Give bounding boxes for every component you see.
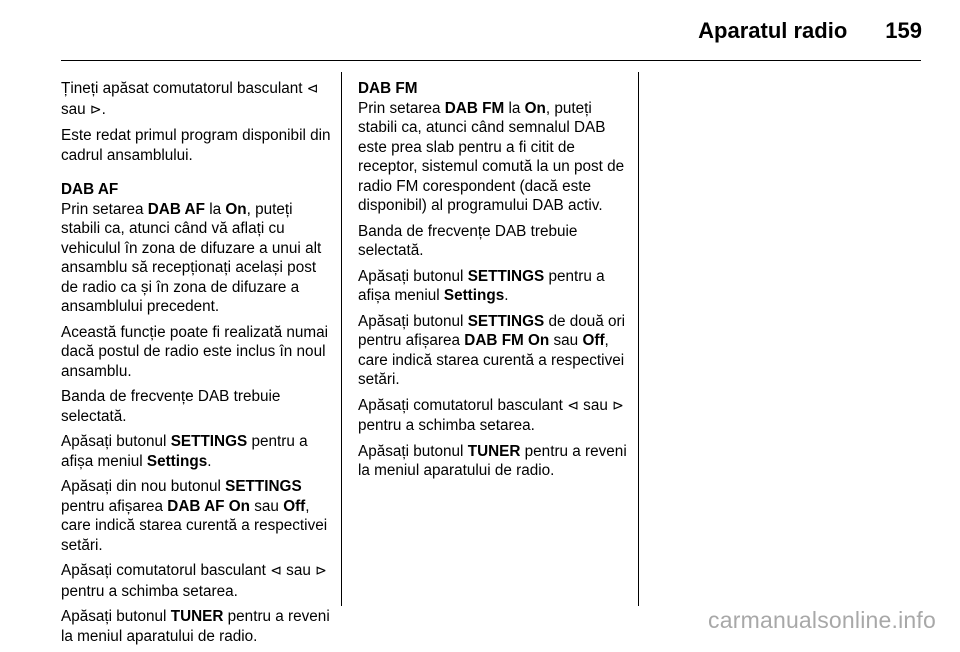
column-divider-right [638,72,639,606]
page-title: Aparatul radio [698,18,848,43]
paragraph: Banda de frecvențe DAB trebuie selectată. [358,222,578,259]
rocker-right-icon: ⊳ [89,101,102,118]
column-left [61,79,333,652]
section-heading: DAB AF [61,181,119,198]
paragraph: Țineți apăsat comutatorul basculant ⊲ sau ⊳. [61,80,319,118]
rocker-right-icon: ⊳ [315,563,327,579]
paragraph: Banda de frecvențe DAB trebuie selectată. [61,388,281,425]
paragraph: Această funcție poate fi realizată numai dacă postul de radio este inclus în noul ansamblu. [61,323,329,380]
page-number: 159 [885,18,922,43]
paragraph: Apăsați butonul SETTINGS de două ori pentru afișarea DAB FM On sau Off, care indică starea curentă a respectivei setări. [358,312,626,388]
rocker-right-icon: ⊳ [612,397,624,414]
watermark: carmanualsonline.info [708,607,936,633]
rocker-left-icon: ⊲ [306,81,319,97]
rocker-left-icon: ⊲ [270,563,282,579]
paragraph: Prin setarea DAB FM la On, puteți stabili ca, atunci când semnalul DAB este prea slab pentru a fi citit de receptor, sistemul comută la un post de radio FM corespondent (dacă este disponibil) al programului DAB activ. [358,99,625,214]
column-middle [358,79,630,487]
paragraph: Apăsați butonul SETTINGS pentru a afișa meniul Settings. [358,267,605,304]
paragraph: Apăsați comutatorul basculant ⊲ sau ⊳ pentru a schimba setarea. [358,396,624,434]
paragraph: Apăsați butonul TUNER pentru a reveni la meniul aparatului de radio. [61,608,330,645]
paragraph: Apăsați comutatorul basculant ⊲ sau ⊳ pentru a schimba setarea. [61,562,327,600]
paragraph: Este redat primul program disponibil din cadrul ansamblului. [61,127,331,164]
paragraph: Prin setarea DAB AF la On, puteți stabili ca, atunci când vă aflați cu vehiculul în zona de difuzare a unui alt ansamblu să recepționați același post de radio ca și în zona de difuzare a ansamblului precedent. [61,200,322,315]
rocker-left-icon: ⊲ [567,397,579,414]
column-divider-left [341,72,342,606]
paragraph: Apăsați din nou butonul SETTINGS pentru afișarea DAB AF On sau Off, care indică starea curentă a respectivei setări. [61,478,328,554]
paragraph: Apăsați butonul TUNER pentru a reveni la meniul aparatului de radio. [358,442,627,479]
header-divider [61,60,921,61]
section-heading: DAB FM [358,80,418,97]
paragraph: Apăsați butonul SETTINGS pentru a afișa meniul Settings. [61,433,308,470]
page-header [698,18,922,44]
